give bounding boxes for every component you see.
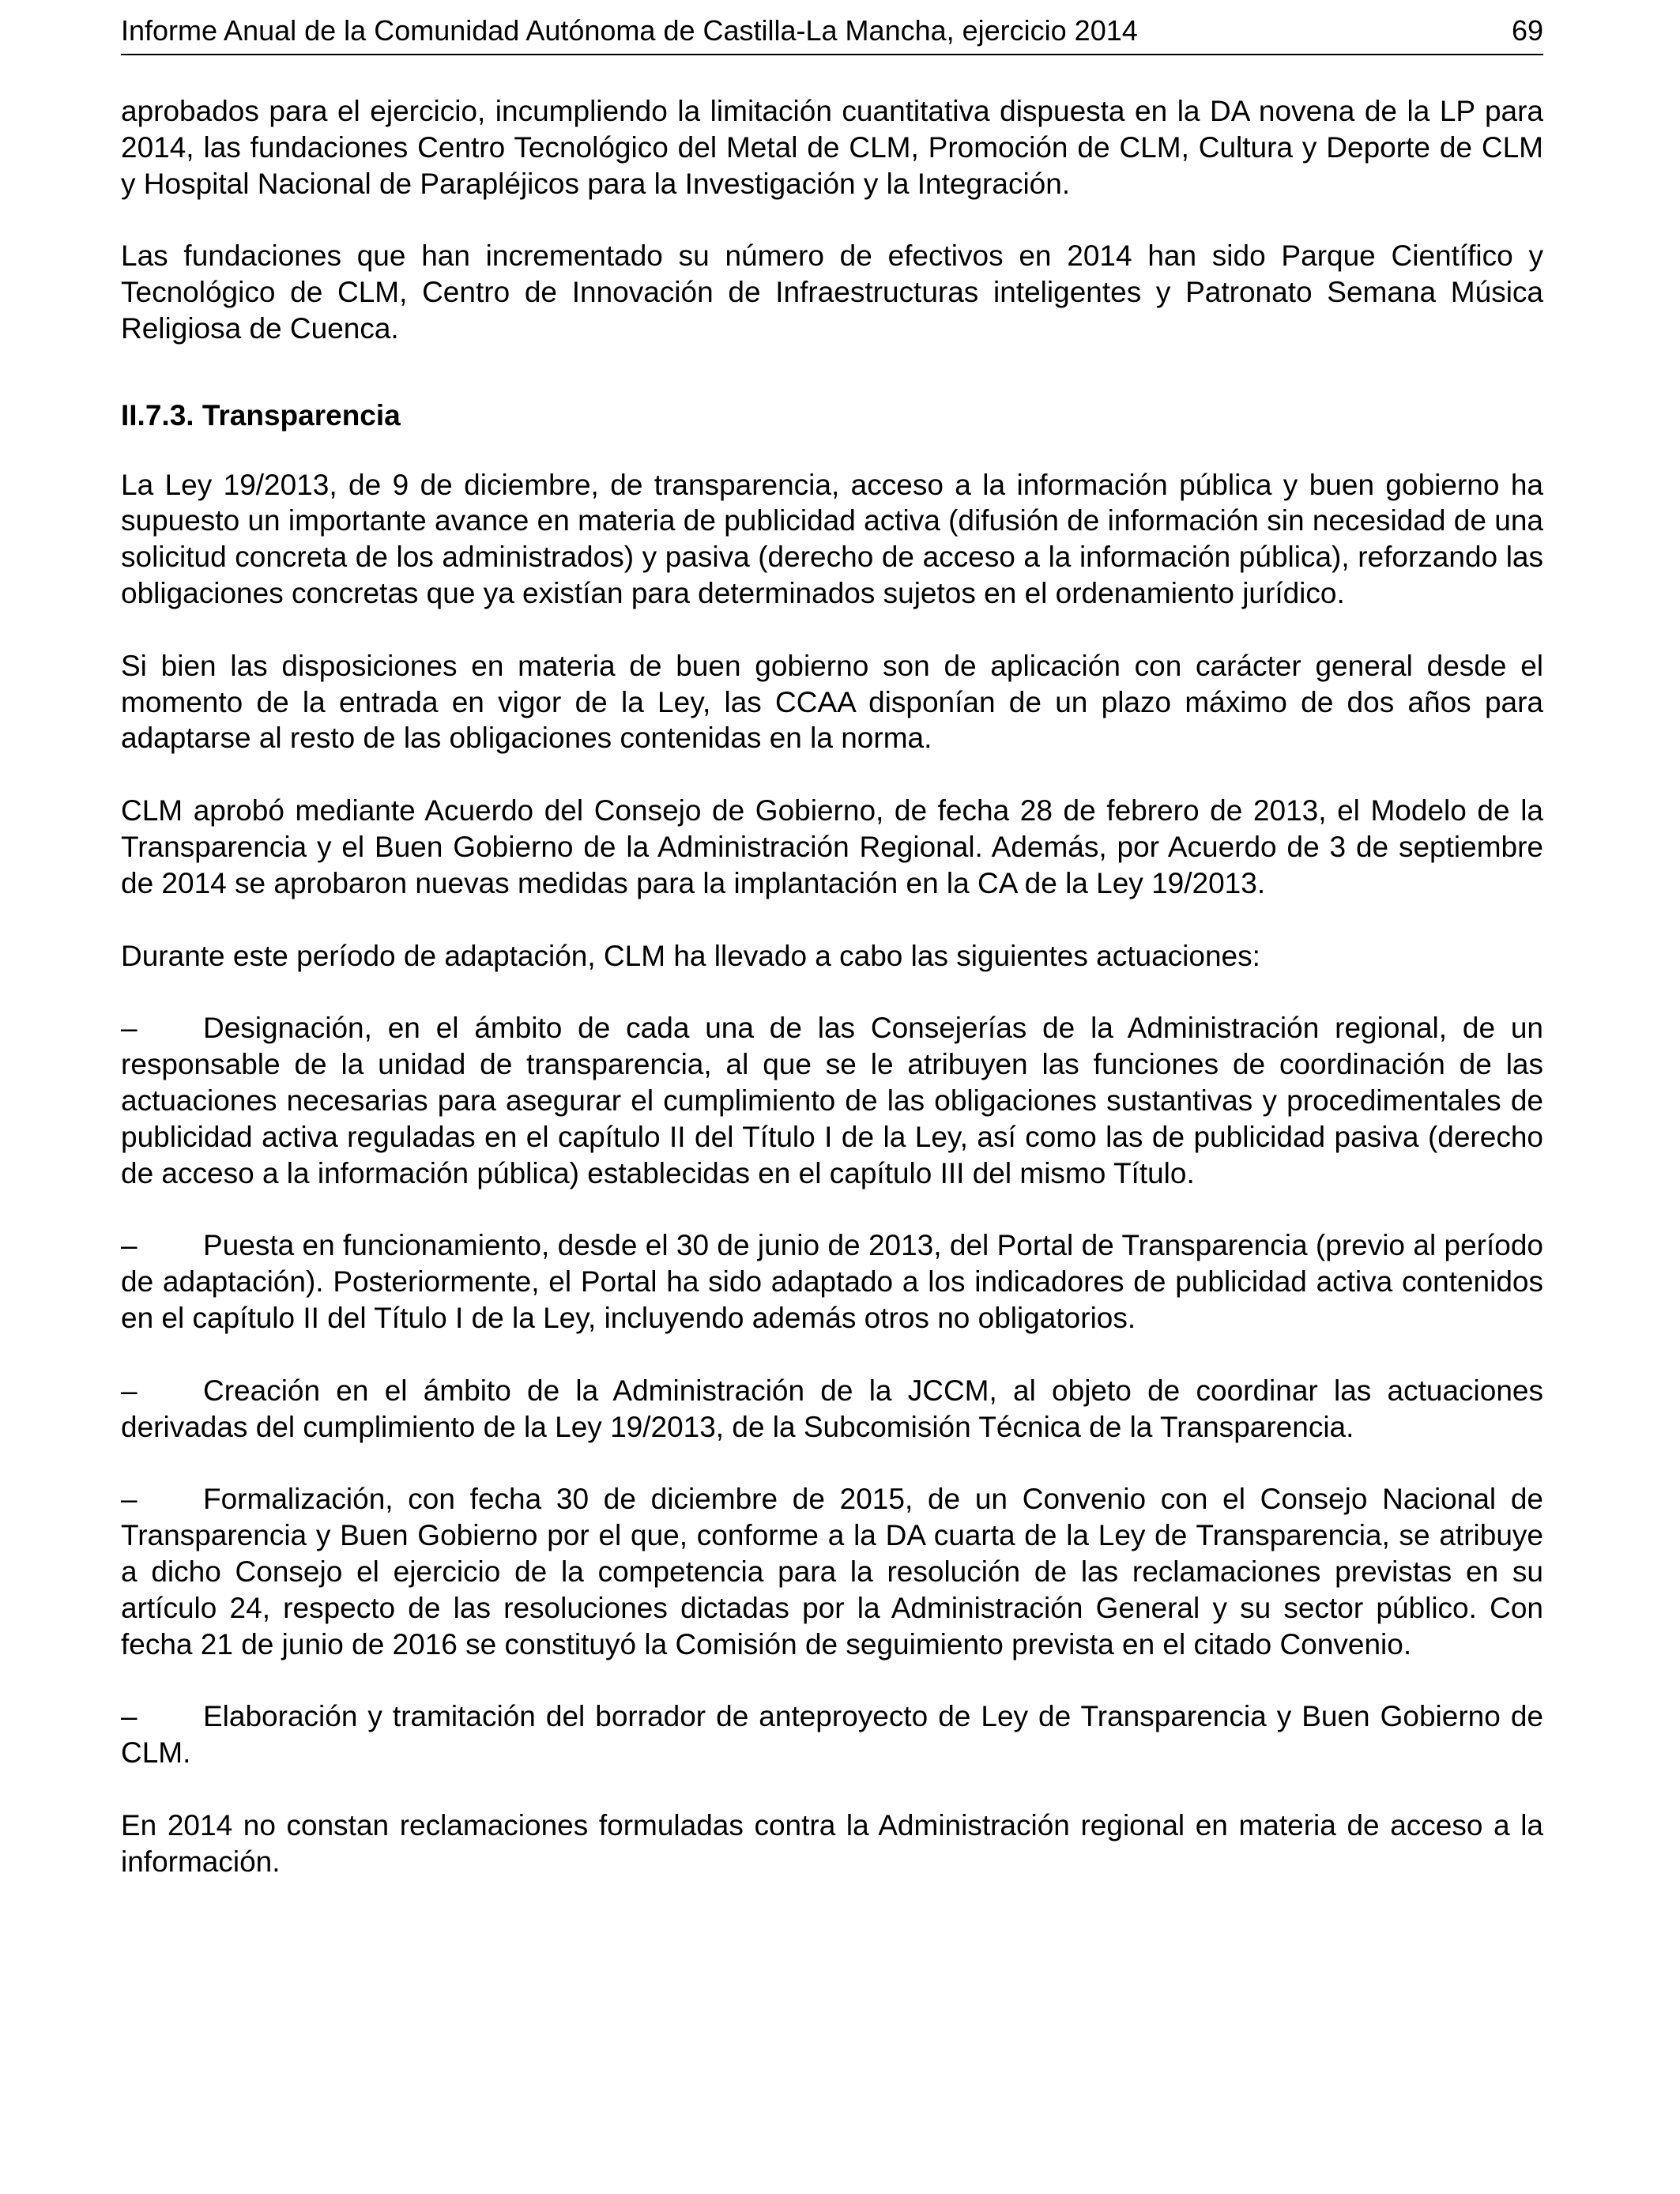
dash-marker: ‒: [121, 1012, 137, 1045]
paragraph-acuerdo-consejo: CLM aprobó mediante Acuerdo del Consejo de Gobierno, de fecha 28 de febrero de 2013, el Modelo de la Transparencia y el Buen Gobierno de la Administración Regional. Además, por Acuerdo de 3 de septiembre de 2014 se aprobaron nuevas medidas para la implantación en la CA de la Ley 19/2013.: [121, 794, 1543, 899]
paragraph-fundaciones-incremento: Las fundaciones que han incrementado su número de efectivos en 2014 han sido Parque Científico y Tecnológico de CLM, Centro de Innovación de Infraestructuras inteligentes y Patronato Semana Música Religiosa de Cuenca.: [121, 239, 1543, 345]
dash-marker: ‒: [121, 1700, 137, 1733]
list-item-text: Designación, en el ámbito de cada una de las Consejerías de la Administración regional, de un responsable de la unidad de transparencia, al que se le atribuyen las funciones de coordinación de las actuaciones necesarias para asegurar el cumplimiento de las obligaciones sustantivas y procedimentales de publicidad activa reguladas en el capítulo II del Título I de la Ley, así como las de publicidad pasiva (derecho de acceso a la información pública) establecidas en el capítulo III del mismo Título.: [121, 1012, 1543, 1189]
section-heading: II.7.3. Transparencia: [121, 398, 401, 432]
paragraph-actuaciones-intro: Durante este período de adaptación, CLM ha llevado a cabo las siguientes actuaciones:: [121, 939, 1260, 972]
dash-marker: ‒: [121, 1374, 137, 1407]
running-header: [121, 9, 1543, 55]
header-title: Informe Anual de la Comunidad Autónoma de Castilla-La Mancha, ejercicio 2014: [121, 14, 1138, 47]
list-item: [121, 1373, 1543, 1446]
dash-marker: ‒: [121, 1483, 137, 1516]
paragraph-buen-gobierno: Si bien las disposiciones en materia de buen gobierno son de aplicación con carácter general desde el momento de la entrada en vigor de la Ley, las CCAA disponían de un plazo máximo de dos años para adaptarse al resto de las obligaciones contenidas en la norma.: [121, 649, 1543, 755]
dash-marker: ‒: [121, 1229, 137, 1262]
list-item: [121, 1481, 1543, 1662]
document-body: [121, 93, 1543, 1879]
paragraph-reclamaciones: En 2014 no constan reclamaciones formuladas contra la Administración regional en materia de acceso a la información.: [121, 1808, 1543, 1878]
paragraph-ley-transparencia: La Ley 19/2013, de 9 de diciembre, de transparencia, acceso a la información pública y buen gobierno ha supuesto un importante avance en materia de publicidad activa (difusión de información sin necesidad de una solicitud concreta de los administrados) y pasiva (derecho de acceso a la información pública), reforzando las obligaciones concretas que ya existían para determinados sujetos en el ordenamiento jurídico.: [121, 468, 1543, 609]
list-item: [121, 1227, 1543, 1336]
paragraph-fundaciones-limitacion: aprobados para el ejercicio, incumpliendo la limitación cuantitativa dispuesta en la DA novena de la LP para 2014, las fundaciones Centro Tecnológico del Metal de CLM, Promoción de CLM, Cultura y Deporte de CLM y Hospital Nacional de Parapléjicos para la Investigación y la Integración.: [121, 95, 1543, 200]
list-item-text: Puesta en funcionamiento, desde el 30 de junio de 2013, del Portal de Transparencia (previo al período de adaptación). Posteriormente, el Portal ha sido adaptado a los indicadores de publicidad activa contenidos en el capítulo II del Título I de la Ley, incluyendo además otros no obligatorios.: [121, 1229, 1543, 1334]
list-item: [121, 1698, 1543, 1771]
page-number: 69: [1511, 14, 1543, 47]
list-item-text: Elaboración y tramitación del borrador de anteproyecto de Ley de Transparencia y Buen Gobierno de CLM.: [121, 1700, 1543, 1770]
list-item-text: Formalización, con fecha 30 de diciembre de 2015, de un Convenio con el Consejo Nacional de Transparencia y Buen Gobierno por el que, conforme a la DA cuarta de la Ley de Transparencia, se atribuye a dicho Consejo el ejercicio de la competencia para la resolución de las reclamaciones previstas en su artículo 24, respecto de las resoluciones dictadas por la Administración General y su sector público. Con fecha 21 de junio de 2016 se constituyó la Comisión de seguimiento prevista en el citado Convenio.: [121, 1483, 1543, 1661]
list-item: [121, 1010, 1543, 1191]
list-item-text: Creación en el ámbito de la Administración de la JCCM, al objeto de coordinar las actuaciones derivadas del cumplimiento de la Ley 19/2013, de la Subcomisión Técnica de la Transparencia.: [121, 1374, 1543, 1443]
